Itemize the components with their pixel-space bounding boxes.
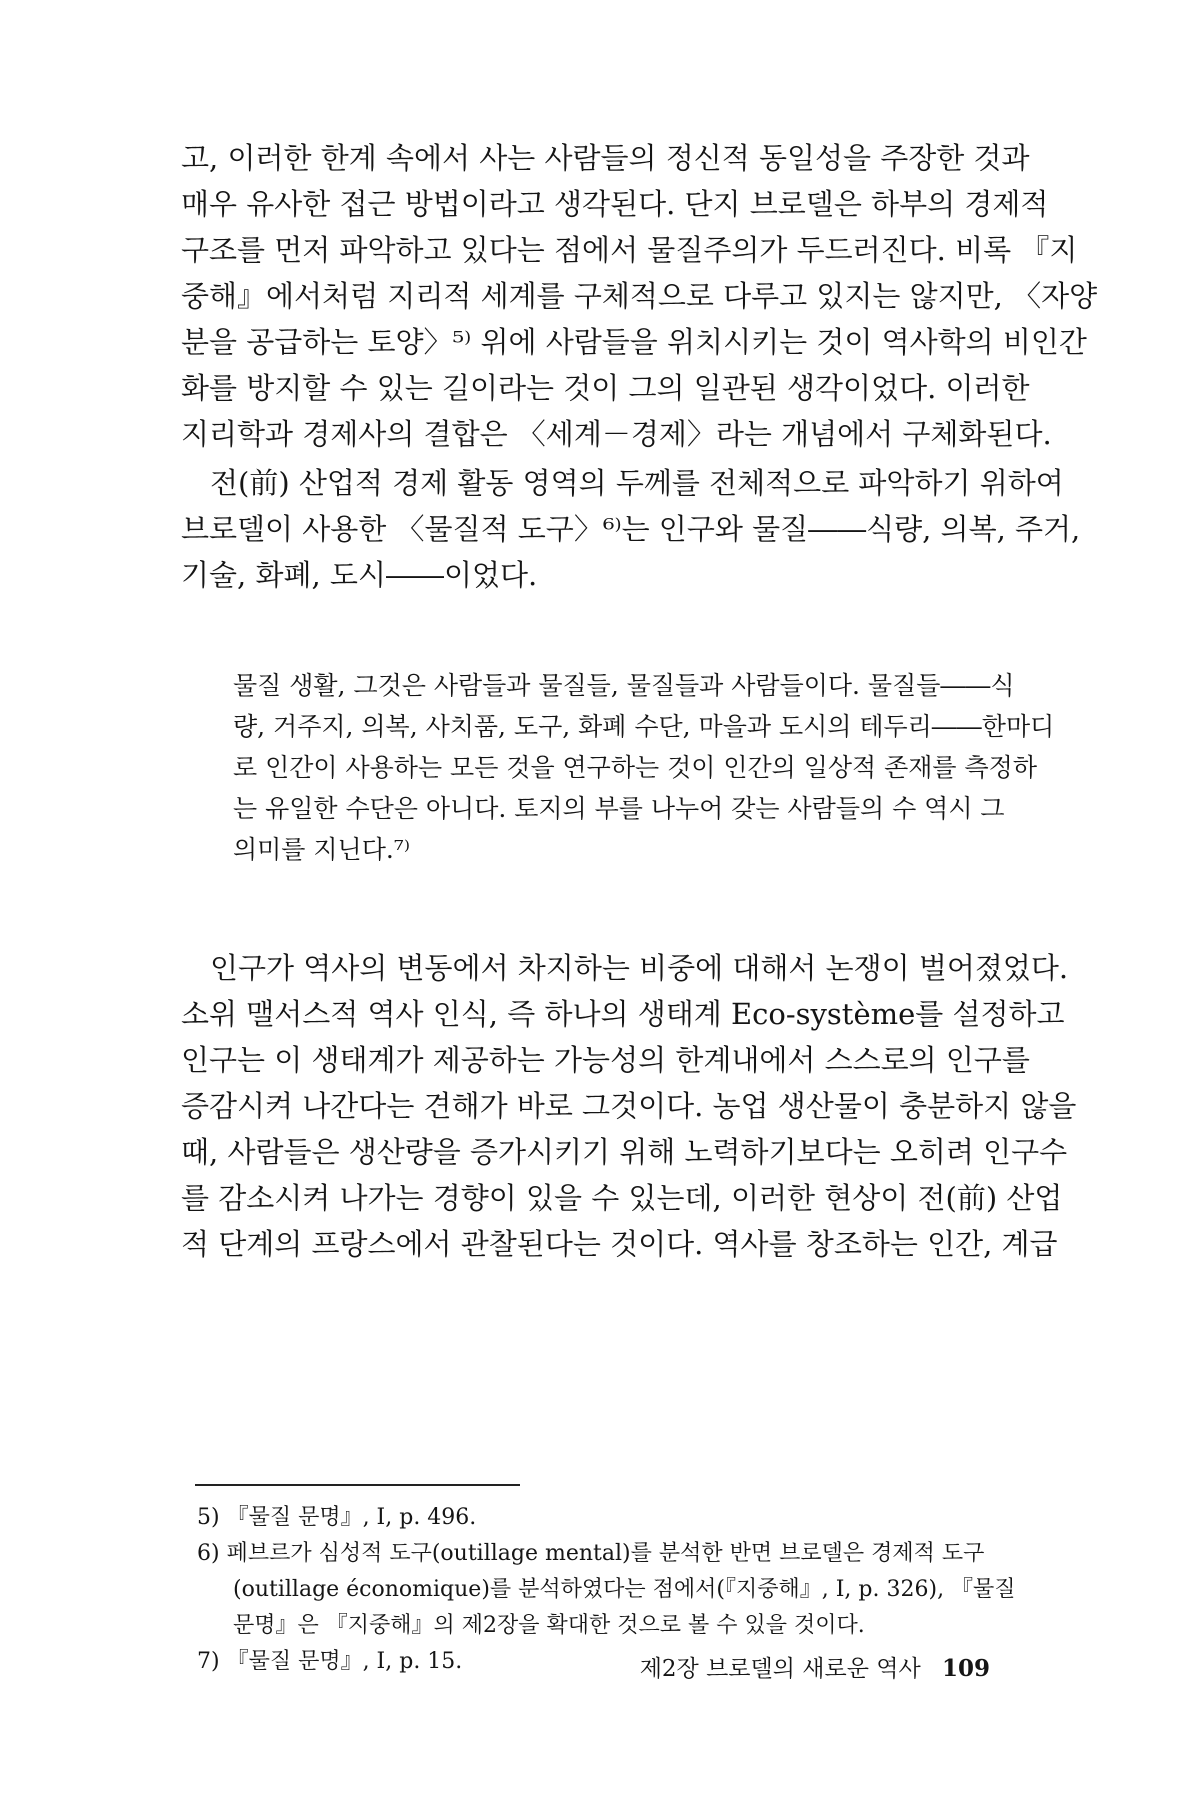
text-line: 인구가 역사의 변동에서 차지하는 비중에 대해서 논쟁이 벌어졌었다. (181, 951, 1069, 985)
text-line: 중해』에서처럼 지리적 세계를 구체적으로 다루고 있지는 않지만, 〈자양 (181, 279, 1098, 313)
text-line: 화를 방지할 수 있는 길이라는 것이 그의 일관된 생각이었다. 이러한 (181, 371, 1030, 405)
chapter-title: 제2장 브로델의 새로운 역사 (639, 1656, 921, 1682)
text-line: 소위 맬서스적 역사 인식, 즉 하나의 생태계 Eco-système를 설정하고 (181, 997, 1065, 1031)
body-paragraph-2 (181, 460, 1081, 598)
text-line: 기술, 화폐, 도시――이었다. (181, 558, 538, 592)
footnote-6-continuation: (outillage économique)를 분석하였다는 점에서(『지중해』, Ⅰ, p. 326), 『물질 (233, 1577, 1016, 1602)
text-line: 인구는 이 생태계가 제공하는 가능성의 한계내에서 스스로의 인구를 (181, 1043, 1030, 1077)
text-line: 전(前) 산업적 경제 활동 영역의 두께를 전체적으로 파악하기 위하여 (181, 466, 1064, 500)
running-footer (640, 1650, 990, 1683)
footnote-5: 5) 『물질 문명』, Ⅰ, p. 496. (197, 1505, 477, 1530)
footnote-7: 7) 『물질 문명』, Ⅰ, p. 15. (197, 1649, 463, 1674)
block-quote (233, 665, 1055, 870)
text-line: 매우 유사한 접근 방법이라고 생각된다. 단지 브로델은 하부의 경제적 (181, 187, 1049, 221)
text-line: 브로델이 사용한 〈물질적 도구〉⁶⁾는 인구와 물질――식량, 의복, 주거, (181, 512, 1081, 546)
quote-line: 는 유일한 수단은 아니다. 토지의 부를 나누어 갖는 사람들의 수 역시 그 (233, 794, 1005, 823)
text-line: 증감시켜 나간다는 견해가 바로 그것이다. 농업 생산물이 충분하지 않을 (181, 1089, 1077, 1123)
quote-line: 물질 생활, 그것은 사람들과 물질들, 물질들과 사람들이다. 물질들――식 (233, 671, 1015, 700)
text-line: 를 감소시켜 나가는 경향이 있을 수 있는데, 이러한 현상이 전(前) 산업 (181, 1181, 1063, 1215)
quote-line: 로 인간이 사용하는 모든 것을 연구하는 것이 인간의 일상적 존재를 측정하 (233, 753, 1037, 782)
text-line: 지리학과 경제사의 결합은 〈세계－경제〉라는 개념에서 구체화된다. (181, 417, 1052, 451)
body-paragraph-3 (181, 945, 1077, 1267)
text-line: 고, 이러한 한계 속에서 사는 사람들의 정신적 동일성을 주장한 것과 (181, 141, 1030, 175)
quote-line: 량, 거주지, 의복, 사치품, 도구, 화폐 수단, 마을과 도시의 테두리――한마디 (233, 712, 1055, 741)
footnote-divider (195, 1484, 520, 1486)
text-line: 때, 사람들은 생산량을 증가시키기 위해 노력하기보다는 오히려 인구수 (181, 1135, 1068, 1169)
text-line: 분을 공급하는 토양〉⁵⁾ 위에 사람들을 위치시키는 것이 역사학의 비인간 (181, 325, 1087, 359)
text-line: 적 단계의 프랑스에서 관찰된다는 것이다. 역사를 창조하는 인간, 계급 (181, 1227, 1058, 1261)
footnote-6-continuation: 문명』은 『지중해』의 제2장을 확대한 것으로 볼 수 있을 것이다. (233, 1613, 865, 1638)
page-number: 109 (941, 1655, 990, 1682)
quote-line: 의미를 지닌다.⁷⁾ (233, 835, 410, 864)
text-line: 구조를 먼저 파악하고 있다는 점에서 물질주의가 두드러진다. 비록 『지 (181, 233, 1078, 267)
footnote-6: 6) 페브르가 심성적 도구(outillage mental)를 분석한 반면 브로델은 경제적 도구 (197, 1541, 985, 1566)
body-paragraph-1 (181, 135, 1098, 457)
